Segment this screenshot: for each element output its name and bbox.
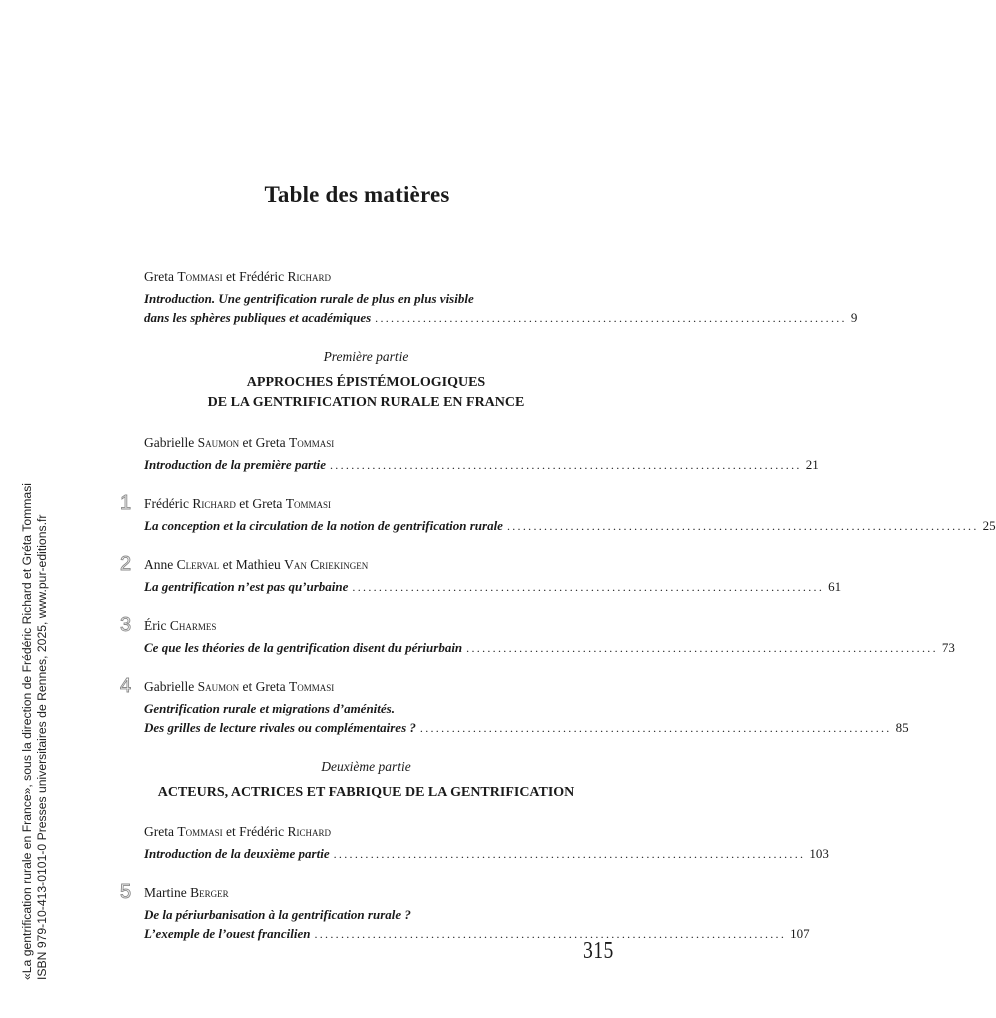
entry-title-line: La conception et la circulation de la notion de gentrification rurale ......................................................................................... 25: [144, 518, 996, 533]
page-title: Table des matières: [264, 182, 450, 207]
page-number: 61: [828, 579, 842, 594]
side-note-line-1: «La gentrification rurale en France», sous la direction de Frédéric Richard et Gréta Tommasi: [20, 483, 34, 980]
part-label: Deuxième partie: [321, 759, 411, 774]
page-number: 85: [895, 720, 909, 735]
page-number: 103: [809, 846, 829, 861]
part-heading: APPROCHES ÉPISTÉMOLOGIQUES: [246, 375, 486, 390]
page-number: 9: [850, 310, 858, 325]
entry-title-line: L’exemple de l’ouest francilien ......................................................................................... 107: [144, 926, 810, 941]
entry-title-line: dans les sphères publiques et académiques ......................................................................................... 9: [144, 310, 858, 325]
part-label: Première partie: [323, 349, 409, 364]
toc-entry-chapter-2[interactable]: [120, 553, 842, 597]
toc-entry-chapter-3[interactable]: [120, 614, 955, 658]
page-number: 73: [941, 640, 955, 655]
entry-authors: Frédéric Richard et Greta Tommasi: [144, 496, 331, 511]
table-of-contents: [120, 268, 996, 944]
entry-authors: Greta Tommasi et Frédéric Richard: [144, 269, 331, 284]
side-note-line-2: ISBN 979-10-413-0101-0 Presses universitaires de Rennes, 2025, www.pur-editions.fr: [35, 514, 49, 980]
entry-title-line: La gentrification n’est pas qu’urbaine ......................................................................................... 61: [144, 579, 842, 594]
page-number: 107: [790, 926, 810, 941]
chapter-number-badge: 1: [120, 492, 132, 514]
entry-authors: Greta Tommasi et Frédéric Richard: [144, 824, 331, 839]
toc-entry-introduction[interactable]: [144, 268, 858, 328]
entry-authors: Gabrielle Saumon et Greta Tommasi: [144, 435, 335, 450]
entry-title-line: Ce que les théories de la gentrification disent du périurbain ......................................................................................... 73: [144, 640, 955, 655]
entry-authors: Éric Charmes: [144, 618, 217, 633]
toc-entry-part2-introduction[interactable]: [144, 823, 829, 864]
chapter-number-badge: 3: [120, 614, 132, 636]
page-number: 21: [805, 457, 819, 472]
toc-entry-chapter-1[interactable]: [120, 492, 996, 536]
entry-title-line: Introduction de la première partie ......................................................................................... 21: [144, 457, 819, 472]
chapter-number-badge: 2: [120, 553, 132, 575]
entry-title-line: Gentrification rurale et migrations d’aménités.: [144, 701, 395, 716]
entry-title-line: De la périurbanisation à la gentrification rurale ?: [144, 907, 411, 922]
entry-title-line: Introduction. Une gentrification rurale de plus en plus visible: [144, 291, 474, 306]
chapter-number-badge: 4: [120, 675, 132, 697]
chapter-number-badge: 5: [120, 881, 132, 903]
part-heading: ACTEURS, ACTRICES ET FABRIQUE DE LA GENTRIFICATION: [157, 785, 575, 800]
page-folio: 315: [583, 938, 614, 964]
entry-authors: Anne Clerval et Mathieu Van Criekingen: [144, 557, 369, 572]
entry-title-line: Des grilles de lecture rivales ou complémentaires ? ......................................................................................... 85: [144, 720, 909, 735]
entry-authors: Gabrielle Saumon et Greta Tommasi: [144, 679, 335, 694]
toc-entry-part1-introduction[interactable]: [144, 434, 819, 475]
toc-entry-chapter-5[interactable]: [120, 881, 810, 944]
part-heading: DE LA GENTRIFICATION RURALE EN FRANCE: [207, 395, 525, 410]
entry-authors: Martine Berger: [144, 885, 229, 900]
toc-entry-chapter-4[interactable]: [120, 675, 909, 738]
page-number: 25: [982, 518, 996, 533]
entry-title-line: Introduction de la deuxième partie ......................................................................................... 103: [144, 846, 829, 861]
